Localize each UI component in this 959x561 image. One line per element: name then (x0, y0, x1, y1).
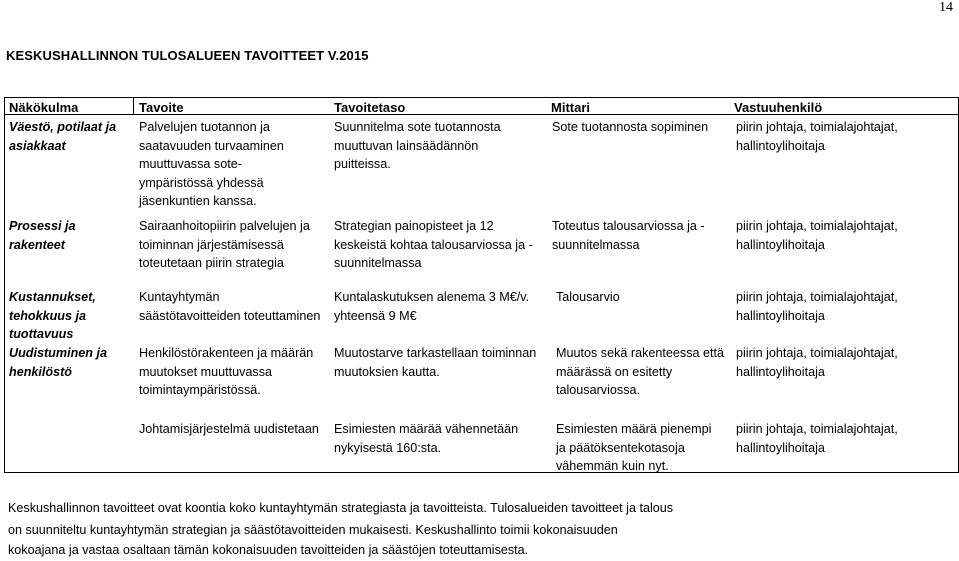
row-1-target: Suunnitelma sote tuotannosta muuttuvan lainsäädännön puitteissa. (334, 120, 501, 171)
row-2-perspective: Prosessi ja rakenteet (9, 219, 76, 252)
row-4-perspective: Uudistuminen ja henkilöstö (9, 346, 107, 379)
header-perspective: Näkökulma (9, 100, 79, 115)
footer-line-1: Keskushallinnon tavoitteet ovat koontia koko kuntayhtymän strategiasta ja tavoitteista. Tulosalueiden tavoitteet ja talous (8, 501, 674, 515)
row-2-responsible: piirin johtaja, toimialajohtajat, hallintoylihoitaja (736, 219, 898, 252)
footer-line-3: kokoajana ja vastaa osaltaan tämän kokonaisuuden tavoitteiden ja säästöjen toteuttamisesta. (8, 543, 529, 557)
row-1-responsible: piirin johtaja, toimialajohtajat, hallintoylihoitaja (736, 120, 898, 153)
column-divider (133, 98, 134, 114)
row-5-metric: Esimiesten määrä pienempi ja päätöksentekotasoja vähemmän kuin nyt. (556, 422, 712, 473)
row-5-responsible: piirin johtaja, toimialajohtajat, hallintoylihoitaja (736, 422, 898, 455)
row-3-responsible: piirin johtaja, toimialajohtajat, hallintoylihoitaja (736, 290, 898, 323)
page-title: KESKUSHALLINNON TULOSALUEEN TAVOITTEET V.2015 (6, 48, 369, 63)
row-5-goal: Johtamisjärjestelmä uudistetaan (139, 422, 319, 436)
row-1-perspective: Väestö, potilaat ja asiakkaat (9, 120, 117, 153)
row-3-perspective: Kustannukset, tehokkuus ja tuottavuus (9, 290, 96, 341)
row-3-metric: Talousarvio (556, 290, 620, 304)
header-responsible: Vastuuhenkilö (734, 100, 823, 115)
row-4-metric: Muutos sekä rakenteessa että määrässä on esitetty talousarviossa. (556, 346, 725, 397)
header-metric: Mittari (551, 100, 590, 115)
footer-line-2: on suunniteltu kuntayhtymän strategian ja säästötavoitteiden mukaisesti. Keskushallinto toimii kokonaisuuden (8, 523, 618, 537)
row-4-goal: Henkilöstörakenteen ja määrän muutokset muuttuvassa toimintaympäristössä. (139, 346, 314, 397)
row-5-target: Esimiesten määrää vähennetään nykyisestä 160:sta. (334, 422, 519, 455)
goals-table (4, 97, 959, 473)
header-goal: Tavoite (139, 100, 184, 115)
row-3-target: Kuntalaskutuksen alenema 3 M€/v. yhteensä 9 M€ (334, 290, 530, 323)
row-1-metric: Sote tuotannosta sopiminen (552, 120, 709, 134)
row-4-target: Muutostarve tarkastellaan toiminnan muutoksien kautta. (334, 346, 537, 379)
page-number: 14 (939, 0, 953, 15)
row-2-goal: Sairaanhoitopiirin palvelujen ja toiminnan järjestämisessä toteutetaan piirin strategia (139, 219, 310, 270)
row-3-goal: Kuntayhtymän säästötavoitteiden toteuttaminen (139, 290, 321, 323)
row-4-responsible: piirin johtaja, toimialajohtajat, hallintoylihoitaja (736, 346, 898, 379)
header-target: Tavoitetaso (334, 100, 406, 115)
row-1-goal: Palvelujen tuotannon ja saatavuuden turvaaminen muuttuvassa sote- ympäristössä yhdessä jäsenkuntien kanssa. (139, 120, 284, 208)
row-2-target: Strategian painopisteet ja 12 keskeistä kohtaa talousarviossa ja - suunnitelmassa (334, 219, 533, 270)
row-2-metric: Toteutus talousarviossa ja - suunnitelmassa (552, 219, 705, 252)
header-divider (5, 114, 958, 115)
